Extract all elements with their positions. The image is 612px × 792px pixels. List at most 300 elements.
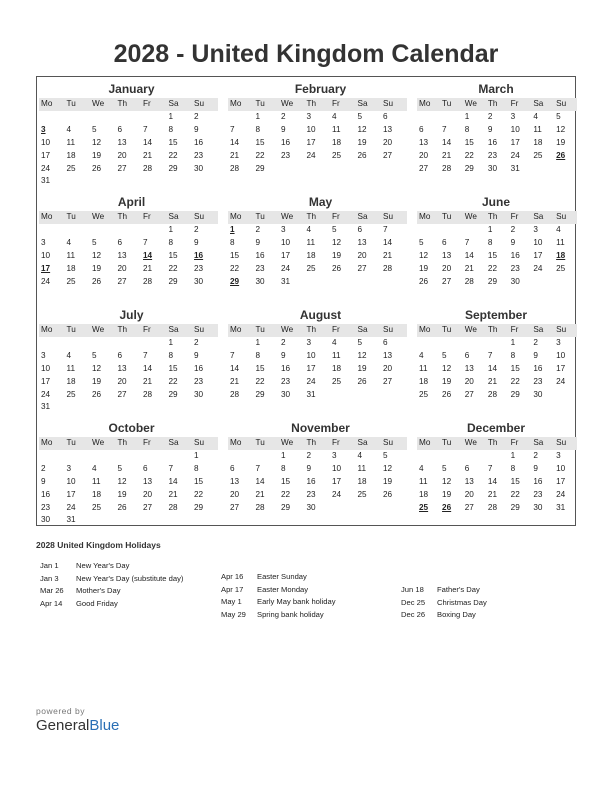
day-cell: 27	[419, 163, 429, 173]
day-cell: 10	[66, 476, 76, 486]
day-cell: 8	[464, 124, 470, 134]
day-cell: 11	[419, 476, 428, 486]
empty-cell	[381, 502, 407, 515]
weekday-header: Tu	[65, 98, 91, 111]
page-title: 2028 - United Kingdom Calendar	[113, 40, 499, 68]
day-cell: 6	[230, 463, 235, 473]
day-cell: 3	[41, 237, 46, 247]
day-cell: 31	[306, 389, 316, 399]
day-cell: 26	[92, 389, 102, 399]
holiday-name: Good Friday	[76, 598, 118, 608]
day-cell: 31	[66, 515, 76, 525]
weekday-header: Th	[486, 98, 509, 111]
weekday-header: Tu	[254, 211, 280, 224]
day-cell: 23	[533, 376, 543, 386]
holidays-title: 2028 United Kingdom Holidays	[36, 540, 161, 550]
weekday-header: Th	[486, 211, 509, 224]
day-cell: 27	[442, 276, 452, 286]
month-title: September	[464, 308, 528, 322]
day-cell: 30	[194, 163, 204, 173]
day-cell: 16	[306, 476, 316, 486]
empty-cell	[554, 389, 577, 402]
weekday-header: Tu	[254, 98, 280, 111]
day-cell: 28	[487, 389, 498, 399]
day-cell: 15	[168, 363, 178, 373]
day-cell: 28	[442, 163, 452, 173]
day-cell: 2	[281, 111, 286, 121]
month-july	[37, 307, 226, 420]
holiday-name: Easter Monday	[257, 584, 309, 594]
month-table	[417, 437, 577, 514]
day-cell: 25	[419, 389, 429, 399]
holiday-date: May 1	[221, 597, 242, 606]
empty-cell	[141, 175, 167, 188]
day-cell: 8	[281, 463, 286, 473]
day-cell: 1	[487, 224, 493, 234]
week-row	[39, 163, 218, 176]
day-cell: 28	[230, 163, 240, 173]
holiday-name: Mother's Day	[76, 586, 121, 595]
day-cell: 29	[510, 389, 520, 399]
empty-cell	[65, 337, 91, 350]
empty-cell	[417, 450, 440, 463]
empty-cell	[39, 337, 65, 350]
day-cell: 28	[230, 389, 240, 399]
day-cell: 13	[383, 350, 393, 360]
day-cell: 2	[487, 111, 493, 121]
holiday-name: New Year's Day (substitute day)	[76, 573, 184, 583]
day-cell: 7	[143, 124, 148, 134]
generalblue-logo[interactable]	[36, 717, 119, 734]
day-cell: 13	[442, 250, 452, 260]
empty-cell	[90, 175, 116, 188]
empty-cell	[486, 450, 509, 463]
weekday-header: Sa	[167, 437, 193, 450]
week-row	[228, 363, 407, 376]
day-cell: 6	[464, 350, 470, 360]
month-march	[415, 81, 577, 194]
week-row	[228, 350, 407, 363]
brand-blue: Blue	[89, 717, 120, 734]
empty-cell	[90, 337, 116, 350]
day-cell: 8	[510, 350, 516, 360]
day-cell: 24	[281, 263, 291, 273]
month-grid	[37, 81, 577, 533]
day-cell: 10	[281, 237, 291, 247]
week-row	[417, 450, 577, 463]
month-table	[417, 324, 577, 401]
week-row	[417, 250, 577, 263]
week-row	[39, 111, 218, 124]
day-cell: 11	[66, 137, 75, 147]
holiday-name: Early May bank holiday	[257, 597, 336, 606]
weekday-header: Sa	[167, 324, 193, 337]
weekday-header: Su	[554, 324, 577, 337]
day-cell: 22	[168, 376, 178, 386]
day-cell: 8	[194, 463, 199, 473]
day-cell: 17	[556, 476, 566, 486]
day-cell: 25	[66, 163, 76, 173]
week-row	[39, 502, 218, 515]
day-cell: 5	[92, 237, 97, 247]
day-cell: 30	[194, 389, 204, 399]
day-cell: 10	[332, 463, 342, 473]
day-cell: 7	[143, 237, 148, 247]
empty-cell	[116, 175, 142, 188]
day-cell: 31	[281, 276, 291, 286]
weekday-header: Su	[192, 98, 218, 111]
week-row	[417, 150, 577, 163]
day-cell: 17	[281, 250, 291, 260]
day-cell: 18	[556, 250, 566, 260]
day-cell: 18	[357, 476, 367, 486]
month-table	[39, 98, 218, 188]
empty-cell	[356, 389, 382, 402]
month-table	[39, 211, 218, 288]
week-row	[228, 276, 407, 289]
week-row	[417, 137, 577, 150]
day-cell: 22	[510, 489, 520, 499]
empty-cell	[440, 111, 463, 124]
day-cell: 7	[442, 124, 447, 134]
day-cell: 5	[92, 350, 97, 360]
weekday-header: We	[279, 437, 305, 450]
day-cell: 15	[194, 476, 204, 486]
day-cell: 10	[306, 350, 316, 360]
day-cell: 10	[533, 237, 543, 247]
day-cell: 22	[255, 376, 265, 386]
day-cell: 22	[487, 263, 498, 273]
day-cell: 27	[464, 389, 474, 399]
empty-cell	[90, 224, 116, 237]
day-cell: 21	[442, 150, 452, 160]
day-cell: 16	[255, 250, 265, 260]
day-cell: 27	[383, 376, 393, 386]
weekday-header: Mo	[228, 211, 254, 224]
day-cell: 3	[332, 450, 337, 460]
day-cell: 22	[255, 150, 265, 160]
day-cell: 29	[510, 502, 520, 512]
empty-cell	[463, 337, 486, 350]
holiday-date: Mar 26	[40, 586, 64, 595]
day-cell: 7	[464, 237, 470, 247]
day-cell: 23	[533, 489, 543, 499]
day-cell: 19	[442, 376, 452, 386]
day-cell: 9	[533, 463, 538, 473]
weekday-header: Mo	[39, 211, 65, 224]
day-cell: 1	[255, 111, 261, 121]
week-row	[417, 363, 577, 376]
weekday-header: Su	[381, 437, 407, 450]
weekday-header: Th	[486, 437, 509, 450]
day-cell: 1	[168, 111, 174, 121]
empty-cell	[90, 450, 116, 463]
empty-cell	[279, 163, 305, 176]
weekday-header: Sa	[531, 324, 554, 337]
week-row	[417, 263, 577, 276]
month-title: December	[466, 421, 526, 435]
month-title: June	[481, 195, 510, 209]
week-row	[417, 489, 577, 502]
day-cell: 21	[487, 376, 498, 386]
day-cell: 26	[332, 263, 342, 273]
day-cell: 1	[255, 337, 261, 347]
holiday-date: Apr 14	[40, 598, 63, 608]
day-cell: 14	[442, 137, 452, 147]
day-cell: 26	[442, 389, 452, 399]
day-cell: 4	[419, 350, 424, 360]
day-cell: 1	[168, 337, 174, 347]
weekday-header: We	[90, 211, 116, 224]
day-cell: 21	[255, 489, 265, 499]
month-title: February	[294, 82, 347, 96]
weekday-header: We	[279, 211, 305, 224]
day-cell: 15	[255, 363, 265, 373]
day-cell: 7	[143, 350, 148, 360]
day-cell: 12	[442, 476, 452, 486]
day-cell: 9	[510, 237, 516, 247]
day-cell: 19	[92, 150, 102, 160]
holiday-item	[40, 598, 183, 611]
holiday-name: Spring bank holiday	[257, 609, 324, 619]
day-cell: 24	[41, 163, 51, 173]
day-cell: 30	[41, 515, 51, 525]
day-cell: 8	[487, 237, 493, 247]
weekday-header: Mo	[39, 98, 65, 111]
day-cell: 3	[66, 463, 72, 473]
week-row	[39, 175, 218, 188]
weekday-header: Th	[305, 211, 331, 224]
day-cell: 13	[357, 237, 367, 247]
empty-cell	[554, 276, 577, 289]
day-cell: 21	[464, 263, 474, 273]
day-cell: 13	[464, 476, 474, 486]
day-cell: 8	[168, 124, 174, 134]
day-cell: 24	[41, 276, 51, 286]
day-cell: 9	[487, 124, 493, 134]
day-cell: 19	[357, 363, 367, 373]
empty-cell	[167, 514, 193, 527]
day-cell: 2	[194, 224, 199, 234]
empty-cell	[356, 163, 382, 176]
day-cell: 1	[510, 450, 516, 460]
day-cell: 4	[306, 224, 312, 234]
day-cell: 17	[41, 376, 51, 386]
day-cell: 2	[194, 111, 199, 121]
week-row	[228, 502, 407, 515]
day-cell: 6	[464, 463, 470, 473]
day-cell: 11	[332, 350, 341, 360]
week-row	[228, 163, 407, 176]
month-table	[417, 98, 577, 175]
calendar-frame	[36, 76, 576, 526]
day-cell: 2	[533, 450, 538, 460]
weekday-header: We	[90, 437, 116, 450]
day-cell: 20	[117, 263, 127, 273]
week-row	[39, 376, 218, 389]
holiday-name: Father's Day	[437, 585, 480, 594]
month-title: May	[308, 195, 333, 209]
day-cell: 13	[419, 137, 429, 147]
empty-cell	[440, 224, 463, 237]
day-cell: 26	[419, 276, 429, 286]
day-cell: 25	[92, 502, 102, 512]
empty-cell	[440, 337, 463, 350]
empty-cell	[116, 514, 142, 527]
day-cell: 16	[194, 363, 204, 373]
empty-cell	[330, 502, 356, 515]
month-august	[226, 307, 415, 420]
weekday-header: Th	[305, 437, 331, 450]
day-cell: 5	[442, 350, 447, 360]
day-cell: 12	[556, 124, 566, 134]
day-cell: 14	[143, 250, 153, 260]
day-cell: 19	[92, 263, 102, 273]
weekday-header: Fr	[330, 324, 356, 337]
weekday-header: Th	[486, 324, 509, 337]
weekday-header: Fr	[330, 211, 356, 224]
month-december	[415, 420, 577, 533]
day-cell: 3	[510, 111, 516, 121]
day-cell: 4	[419, 463, 424, 473]
week-row	[39, 124, 218, 137]
day-cell: 23	[255, 263, 265, 273]
holiday-column	[221, 571, 336, 621]
day-cell: 20	[419, 150, 429, 160]
month-may	[226, 194, 415, 307]
day-cell: 2	[533, 337, 538, 347]
day-cell: 16	[510, 250, 520, 260]
day-cell: 8	[168, 237, 174, 247]
day-cell: 12	[92, 363, 102, 373]
week-row	[39, 389, 218, 402]
day-cell: 10	[306, 124, 316, 134]
day-cell: 16	[194, 250, 204, 260]
day-cell: 23	[194, 376, 204, 386]
day-cell: 5	[357, 337, 363, 347]
weekday-header: Th	[116, 437, 142, 450]
holiday-item	[401, 609, 487, 622]
day-cell: 6	[419, 124, 424, 134]
day-cell: 24	[556, 489, 566, 499]
empty-cell	[305, 163, 331, 176]
day-cell: 11	[419, 363, 428, 373]
day-cell: 15	[487, 250, 498, 260]
empty-cell	[141, 111, 167, 124]
day-cell: 3	[306, 337, 312, 347]
empty-cell	[417, 111, 440, 124]
day-cell: 14	[230, 137, 240, 147]
day-cell: 21	[383, 250, 393, 260]
weekday-header: Tu	[65, 437, 91, 450]
month-january	[37, 81, 226, 194]
empty-cell	[531, 163, 554, 176]
day-cell: 7	[487, 463, 493, 473]
month-title: August	[299, 308, 342, 322]
day-cell: 25	[66, 389, 76, 399]
weekday-header: Sa	[531, 437, 554, 450]
empty-cell	[116, 337, 142, 350]
empty-cell	[65, 224, 91, 237]
day-cell: 28	[143, 276, 153, 286]
week-row	[228, 224, 407, 237]
day-cell: 18	[306, 250, 316, 260]
day-cell: 30	[281, 389, 291, 399]
month-title: March	[478, 82, 514, 96]
day-cell: 11	[306, 237, 315, 247]
day-cell: 22	[510, 376, 520, 386]
week-row	[228, 250, 407, 263]
day-cell: 26	[92, 276, 102, 286]
week-row	[417, 124, 577, 137]
day-cell: 4	[66, 237, 72, 247]
day-cell: 20	[464, 376, 474, 386]
day-cell: 2	[510, 224, 516, 234]
empty-cell	[141, 401, 167, 414]
day-cell: 28	[464, 276, 474, 286]
weekday-header: Tu	[440, 98, 463, 111]
day-cell: 25	[332, 376, 342, 386]
day-cell: 23	[41, 502, 51, 512]
day-cell: 29	[255, 389, 265, 399]
day-cell: 19	[117, 489, 127, 499]
holiday-item	[401, 597, 487, 610]
day-cell: 20	[383, 137, 393, 147]
day-cell: 28	[487, 502, 498, 512]
weekday-header: Tu	[65, 211, 91, 224]
day-cell: 12	[332, 237, 342, 247]
month-title: July	[119, 308, 144, 322]
empty-cell	[116, 224, 142, 237]
day-cell: 17	[66, 489, 76, 499]
day-cell: 21	[230, 376, 240, 386]
month-title: January	[108, 82, 155, 96]
day-cell: 18	[419, 376, 429, 386]
holiday-date: Jan 3	[40, 573, 59, 583]
day-cell: 21	[168, 489, 178, 499]
day-cell: 29	[281, 502, 291, 512]
weekday-header: We	[463, 98, 486, 111]
day-cell: 19	[442, 489, 452, 499]
holiday-date: Jun 18	[401, 585, 424, 594]
empty-cell	[228, 450, 254, 463]
day-cell: 24	[66, 502, 76, 512]
day-cell: 1	[194, 450, 199, 460]
day-cell: 7	[168, 463, 174, 473]
week-row	[228, 137, 407, 150]
empty-cell	[167, 401, 193, 414]
day-cell: 5	[117, 463, 123, 473]
day-cell: 5	[357, 111, 363, 121]
day-cell: 3	[306, 111, 312, 121]
holiday-date: Dec 26	[401, 610, 426, 619]
week-row	[39, 450, 218, 463]
weekday-header: Fr	[509, 98, 532, 111]
day-cell: 30	[194, 276, 204, 286]
day-cell: 18	[419, 489, 429, 499]
weekday-header: We	[90, 324, 116, 337]
week-row	[228, 263, 407, 276]
day-cell: 13	[230, 476, 240, 486]
brand-general: General	[36, 717, 90, 734]
day-cell: 31	[41, 176, 51, 186]
empty-cell	[192, 175, 218, 188]
day-cell: 16	[487, 137, 498, 147]
weekday-header: We	[279, 324, 305, 337]
day-cell: 12	[92, 250, 102, 260]
day-cell: 18	[332, 363, 342, 373]
day-cell: 12	[357, 350, 367, 360]
